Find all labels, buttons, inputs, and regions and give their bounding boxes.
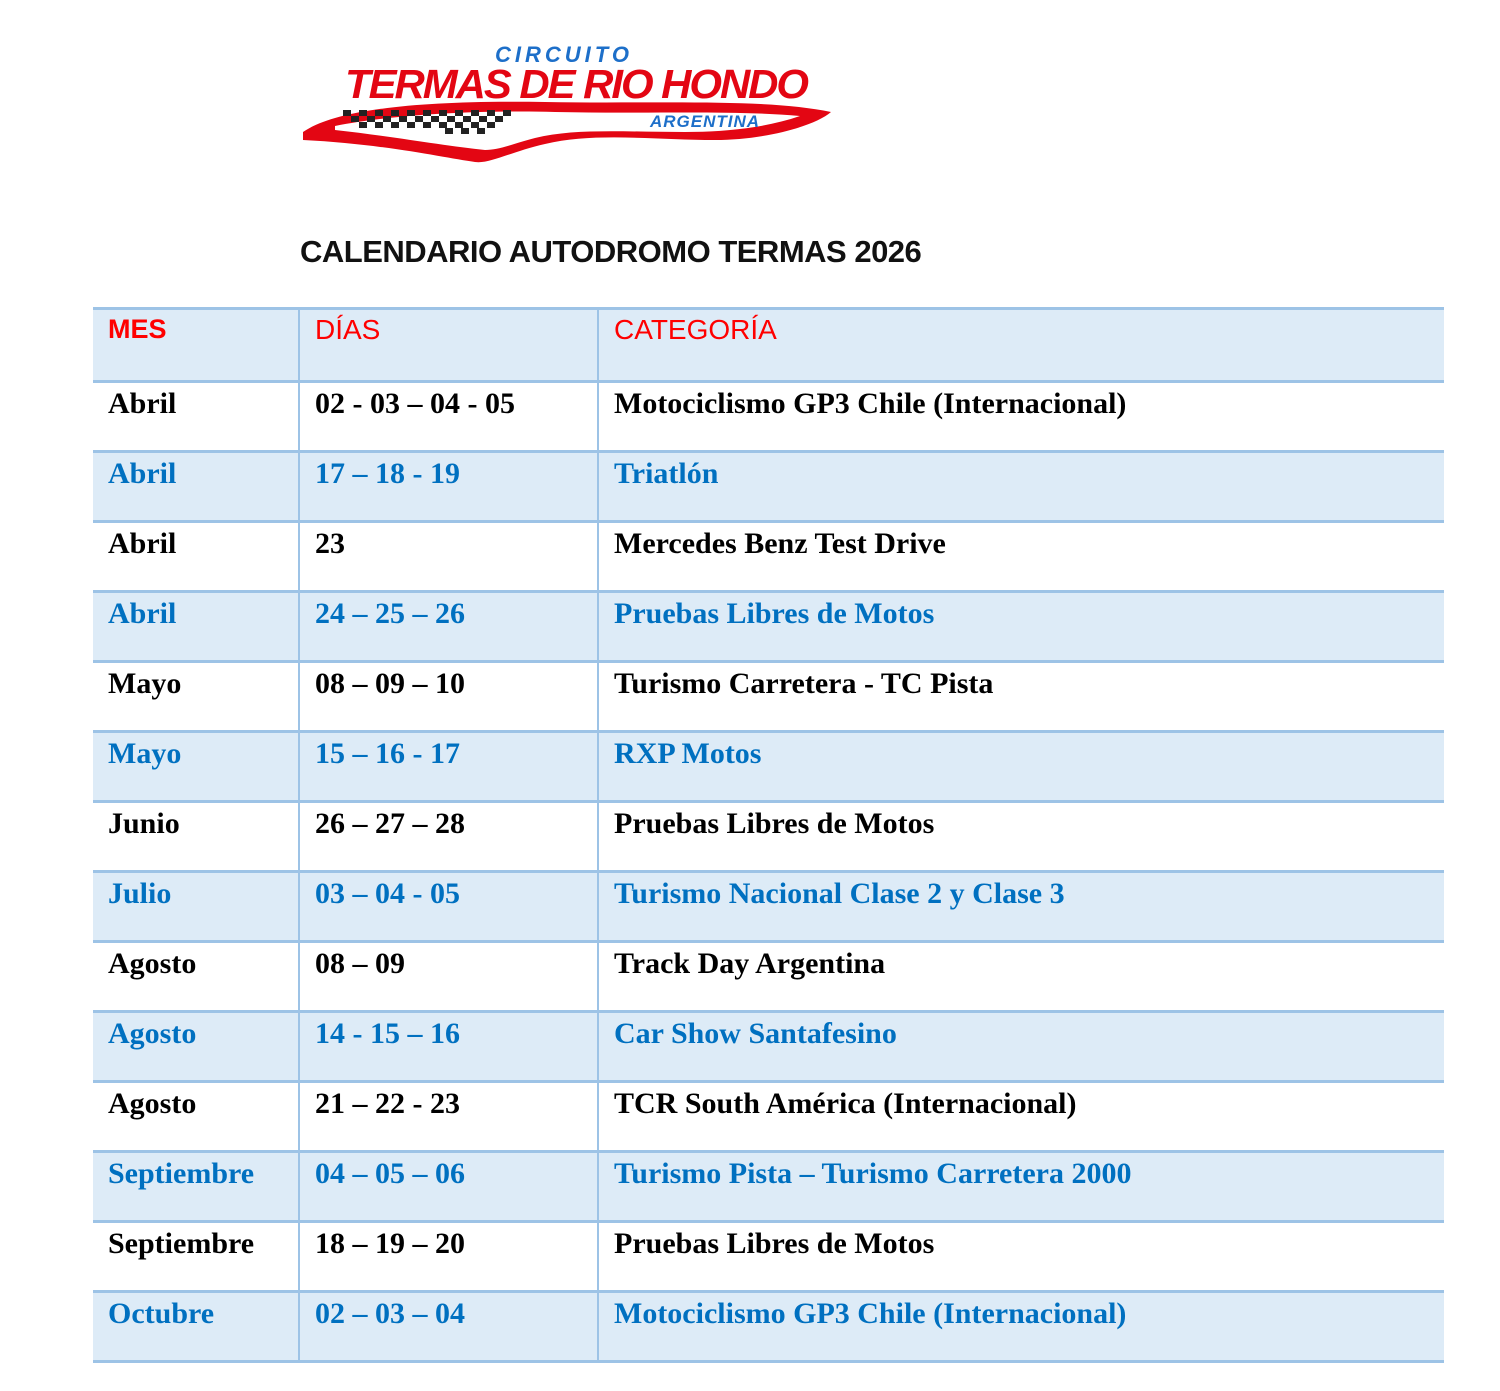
cell-dias: 02 – 03 – 04 [299, 1292, 598, 1362]
table-row [93, 382, 1444, 452]
table-row [93, 802, 1444, 872]
cell-categoria: Turismo Carretera - TC Pista [598, 662, 1444, 732]
table-row [93, 732, 1444, 802]
cell-categoria: Pruebas Libres de Motos [598, 1222, 1444, 1292]
calendar-table [93, 307, 1444, 1363]
cell-categoria: RXP Motos [598, 732, 1444, 802]
cell-dias: 15 – 16 - 17 [299, 732, 598, 802]
cell-mes: Abril [93, 452, 299, 522]
logo-top-word: CIRCUITO [495, 42, 633, 67]
cell-mes: Octubre [93, 1292, 299, 1362]
cell-categoria: Motociclismo GP3 Chile (Internacional) [598, 382, 1444, 452]
cell-mes: Julio [93, 872, 299, 942]
table-header-row [93, 309, 1444, 382]
table-row [93, 592, 1444, 662]
table-row [93, 662, 1444, 732]
cell-dias: 14 - 15 – 16 [299, 1012, 598, 1082]
logo-bottom-word: ARGENTINA [650, 112, 761, 131]
column-header-dias: DÍAS [299, 309, 598, 382]
cell-mes: Agosto [93, 942, 299, 1012]
table-row [93, 872, 1444, 942]
circuit-logo-graphic [295, 40, 840, 170]
table-row [93, 1292, 1444, 1362]
table-row [93, 1012, 1444, 1082]
cell-categoria: Car Show Santafesino [598, 1012, 1444, 1082]
column-header-mes: MES [93, 309, 299, 382]
circuit-logo [295, 40, 840, 170]
cell-categoria: Motociclismo GP3 Chile (Internacional) [598, 1292, 1444, 1362]
cell-mes: Abril [93, 592, 299, 662]
cell-categoria: Turismo Nacional Clase 2 y Clase 3 [598, 872, 1444, 942]
table-row [93, 452, 1444, 522]
cell-dias: 18 – 19 – 20 [299, 1222, 598, 1292]
cell-mes: Septiembre [93, 1222, 299, 1292]
cell-dias: 08 – 09 – 10 [299, 662, 598, 732]
cell-dias: 08 – 09 [299, 942, 598, 1012]
cell-dias: 21 – 22 - 23 [299, 1082, 598, 1152]
cell-mes: Abril [93, 522, 299, 592]
cell-mes: Agosto [93, 1012, 299, 1082]
cell-categoria: Track Day Argentina [598, 942, 1444, 1012]
cell-categoria: TCR South América (Internacional) [598, 1082, 1444, 1152]
cell-categoria: Mercedes Benz Test Drive [598, 522, 1444, 592]
column-header-categoria: CATEGORÍA [598, 309, 1444, 382]
cell-dias: 24 – 25 – 26 [299, 592, 598, 662]
logo-main-word: TERMAS DE RIO HONDO [345, 61, 810, 107]
table-row [93, 1152, 1444, 1222]
cell-dias: 26 – 27 – 28 [299, 802, 598, 872]
table-row [93, 522, 1444, 592]
cell-categoria: Triatlón [598, 452, 1444, 522]
cell-mes: Mayo [93, 732, 299, 802]
cell-dias: 03 – 04 - 05 [299, 872, 598, 942]
cell-categoria: Pruebas Libres de Motos [598, 802, 1444, 872]
cell-dias: 23 [299, 522, 598, 592]
cell-mes: Septiembre [93, 1152, 299, 1222]
page-title: CALENDARIO AUTODROMO TERMAS 2026 [300, 234, 922, 269]
cell-mes: Mayo [93, 662, 299, 732]
table-row [93, 1082, 1444, 1152]
table-row [93, 1222, 1444, 1292]
table-row [93, 942, 1444, 1012]
cell-mes: Agosto [93, 1082, 299, 1152]
cell-categoria: Turismo Pista – Turismo Carretera 2000 [598, 1152, 1444, 1222]
cell-categoria: Pruebas Libres de Motos [598, 592, 1444, 662]
cell-mes: Junio [93, 802, 299, 872]
cell-dias: 17 – 18 - 19 [299, 452, 598, 522]
cell-mes: Abril [93, 382, 299, 452]
cell-dias: 02 - 03 – 04 - 05 [299, 382, 598, 452]
cell-dias: 04 – 05 – 06 [299, 1152, 598, 1222]
